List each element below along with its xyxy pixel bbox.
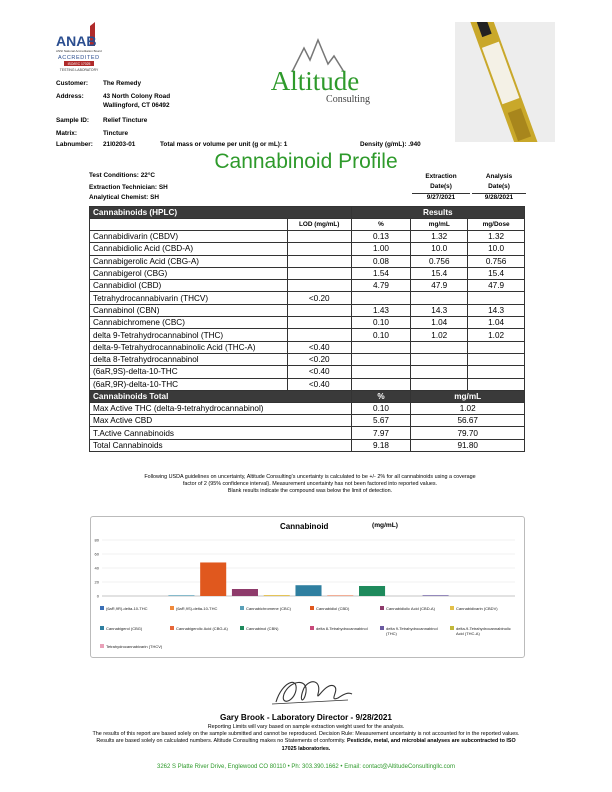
anab-line1: ANSI National Accreditation Board [56, 49, 102, 53]
row-mgdose [468, 378, 525, 390]
legend-label: Cannabidivarin (CBDV) [456, 606, 498, 611]
bar-chart [90, 533, 525, 603]
row-mgdose: 1.02 [468, 329, 525, 341]
legend-label: (6aR,9R)-delta-10-THC [106, 606, 148, 611]
row-mgml: 1.04 [411, 317, 468, 329]
row-name: Cannabigerolic Acid (CBG-A) [90, 255, 288, 267]
legend-item [170, 626, 236, 631]
row-mgml [411, 353, 468, 365]
legend-swatch [310, 606, 314, 610]
legend-swatch [450, 626, 454, 630]
table-row [90, 267, 525, 279]
altitude-consulting-logo [252, 30, 378, 108]
legend-item [450, 606, 516, 611]
row-name: (6aR,9S)-delta-10-THC [90, 366, 288, 378]
analytical-chemist: Analytical Chemist: SH [89, 194, 159, 201]
row-lod: <0.40 [287, 341, 351, 353]
analysis-date-header: Analysis Date(s) [485, 173, 513, 190]
y-tick-label: 40 [94, 565, 99, 571]
legend-label: Cannabichromene (CBC) [246, 606, 291, 611]
legend-item [170, 606, 236, 611]
row-name: Cannabidiolic Acid (CBD-A) [90, 243, 288, 255]
row-name: Tetrahydrocannabivarin (THCV) [90, 292, 288, 304]
totals-header: Cannabinoids Total [90, 390, 352, 402]
header-results: Results [351, 207, 524, 219]
header-cannabinoids: Cannabinoids (HPLC) [90, 207, 352, 219]
row-name: Cannabigerol (CBG) [90, 267, 288, 279]
row-pct: 1.43 [351, 304, 411, 316]
table-row [90, 366, 525, 378]
totals-mgml: 56.67 [411, 415, 525, 427]
table-row [90, 304, 525, 316]
legend-swatch [450, 606, 454, 610]
row-name: delta-9-Tetrahydrocannabinolic Acid (THC-A) [90, 341, 288, 353]
contact-info: 3262 S Platte River Drive, Englewood CO 80110 • Ph: 303.390.1662 • Email: contact@AltitudeConsultingllc.com [156, 764, 455, 770]
table-row [90, 353, 525, 365]
anab-line2: ACCREDITED [58, 55, 100, 61]
row-mgdose: 47.9 [468, 280, 525, 292]
legend-swatch [100, 644, 104, 648]
legend-label: (6aR,9S)-delta-10-THC [176, 606, 218, 611]
customer-row: Customer: The Remedy [56, 80, 142, 87]
table-row [90, 255, 525, 267]
row-mgml [411, 378, 468, 390]
anab-line3: ISO/IEC 17025 [67, 62, 91, 66]
row-lod [287, 255, 351, 267]
sample-row: Sample ID: Relief Tincture [56, 117, 148, 124]
row-name: delta 8-Tetrahydrocannabinol [90, 353, 288, 365]
row-mgdose [468, 292, 525, 304]
legend-item [450, 626, 516, 636]
bar-11 [423, 595, 449, 596]
totals-header-row [90, 390, 525, 402]
chart-legend [100, 606, 520, 656]
bar-5 [232, 589, 258, 596]
row-lod [287, 317, 351, 329]
row-name: Cannabinol (CBN) [90, 304, 288, 316]
table-row [90, 280, 525, 292]
test-conditions: Test Conditions: 22°C [89, 172, 155, 179]
subheader-mgml: mg/mL [411, 219, 468, 231]
matrix-row: Matrix: Tincture [56, 130, 129, 137]
legend-item [100, 606, 166, 611]
totals-row [90, 415, 525, 427]
row-pct: 1.00 [351, 243, 411, 255]
totals-name: Max Active THC (delta-9-tetrahydrocannabinol) [90, 402, 352, 414]
legend-swatch [240, 606, 244, 610]
legend-item [380, 626, 446, 636]
legend-label: Cannabigerol (CBG) [106, 626, 143, 631]
totals-mgml: 79.70 [411, 427, 525, 439]
legend-swatch [240, 626, 244, 630]
row-lod [287, 280, 351, 292]
page-title: Cannabinoid Profile [214, 150, 398, 173]
legend-label: delta-9-Tetrahydrocannabinolic Acid (THC-A) [456, 626, 511, 636]
density-label: Density (g/mL): .940 [360, 141, 421, 148]
cannabinoid-results-table [89, 206, 525, 452]
row-mgml [411, 341, 468, 353]
analysis-date: 9/28/2021 [472, 193, 526, 201]
footer-notes: Reporting Limits will vary based on sample extraction weight used for the analysis. The results of this report are based solely on the sample submitted and cannot be reproduced. Decision Rule: Measurement uncertainty is not accounted for in the reported values. Results are based solely on calculated numbers. Altitude Consulting makes no Statements of conformity. Pesticide, metal, and microbial analyses are subcontracted to ISO 17025 laboratories. [92, 724, 520, 752]
row-mgdose: 1.32 [468, 231, 525, 243]
table-row [90, 231, 525, 243]
row-pct [351, 378, 411, 390]
row-lod: <0.20 [287, 292, 351, 304]
row-mgdose [468, 353, 525, 365]
row-mgml: 14.3 [411, 304, 468, 316]
row-lod [287, 231, 351, 243]
totals-header-pct: % [351, 390, 411, 402]
row-mgml: 47.9 [411, 280, 468, 292]
y-tick-label: 20 [94, 579, 99, 585]
row-pct: 0.13 [351, 231, 411, 243]
row-lod: <0.20 [287, 353, 351, 365]
row-lod [287, 329, 351, 341]
mass-label: Total mass or volume per unit (g or mL): 1 [160, 141, 288, 148]
row-pct [351, 341, 411, 353]
row-pct [351, 353, 411, 365]
legend-label: Cannabinol (CBN) [246, 626, 279, 631]
brand-sub: Consulting [326, 94, 370, 105]
totals-mgml: 1.02 [411, 402, 525, 414]
row-mgml: 0.756 [411, 255, 468, 267]
table-row [90, 292, 525, 304]
legend-label: Cannabidiolic Acid (CBD-A) [386, 606, 435, 611]
table-row [90, 329, 525, 341]
legend-item [240, 626, 306, 631]
y-tick-label: 60 [94, 551, 99, 557]
row-pct: 1.54 [351, 267, 411, 279]
subheader-lod: LOD (mg/mL) [287, 219, 351, 231]
legend-item [100, 644, 166, 649]
address-line2: Wallingford, CT 06492 [103, 102, 170, 109]
legend-item [310, 606, 376, 611]
row-pct: 0.10 [351, 317, 411, 329]
labnumber-row: Labnumber: 21I0203-01 [56, 141, 136, 148]
legend-swatch [170, 606, 174, 610]
row-mgml: 10.0 [411, 243, 468, 255]
y-tick-label: 80 [94, 537, 99, 543]
subheader-mgdose: mg/Dose [468, 219, 525, 231]
row-lod [287, 267, 351, 279]
row-name: Cannabidiol (CBD) [90, 280, 288, 292]
row-pct [351, 366, 411, 378]
totals-pct: 7.97 [351, 427, 411, 439]
director-signature [268, 672, 356, 712]
chart-ylabel: (mg/mL) [372, 522, 399, 529]
row-lod [287, 243, 351, 255]
legend-item [240, 606, 306, 611]
totals-row [90, 439, 525, 451]
row-name: Cannabidivarin (CBDV) [90, 231, 288, 243]
extraction-date-header: Extraction Date(s) [425, 173, 457, 190]
legend-item [100, 626, 166, 631]
totals-pct: 5.67 [351, 415, 411, 427]
table-row [90, 378, 525, 390]
row-pct: 0.10 [351, 329, 411, 341]
row-mgdose: 14.3 [468, 304, 525, 316]
bar-3 [168, 595, 194, 596]
row-mgml [411, 292, 468, 304]
extraction-date: 9/27/2021 [412, 193, 470, 201]
row-pct: 0.08 [351, 255, 411, 267]
table-subheader-row [90, 219, 525, 231]
totals-name: Max Active CBD [90, 415, 352, 427]
row-mgdose: 15.4 [468, 267, 525, 279]
totals-pct: 0.10 [351, 402, 411, 414]
legend-label: Cannabidiol (CBD) [316, 606, 350, 611]
anab-accreditation-logo [52, 18, 118, 76]
legend-swatch [380, 606, 384, 610]
legend-swatch [380, 626, 384, 630]
subheader-pct: % [351, 219, 411, 231]
table-row [90, 243, 525, 255]
row-mgml: 1.32 [411, 231, 468, 243]
row-lod: <0.40 [287, 378, 351, 390]
table-row [90, 341, 525, 353]
row-mgml [411, 366, 468, 378]
row-pct [351, 292, 411, 304]
totals-row [90, 427, 525, 439]
totals-name: Total Cannabinoids [90, 439, 352, 451]
totals-header-mgml: mg/mL [411, 390, 525, 402]
product-photo [455, 22, 555, 142]
bar-7 [295, 585, 321, 596]
extraction-technician: Extraction Technician: SH [89, 184, 168, 191]
bar-4 [200, 562, 226, 596]
row-name: Cannabichromene (CBC) [90, 317, 288, 329]
row-mgml: 1.02 [411, 329, 468, 341]
totals-pct: 9.18 [351, 439, 411, 451]
legend-label: Tetrahydrocannabivarin (THCV) [106, 644, 163, 649]
legend-label: delta 8-Tetrahydrocannabinol [316, 626, 368, 631]
legend-item [380, 606, 446, 611]
bar-9 [359, 586, 385, 596]
uncertainty-notes: Following USDA guidelines on uncertainty, Altitude Consulting's uncertainty is calculated to be +/- 2% for all cannabinoids using a coverage factor of 2 (95% confidence interval). Measurement uncertainty has not been factored into reported values. Blank results indicate the compound was below the limit of detection. [144, 474, 476, 494]
chart-title: Cannabinoid [280, 522, 329, 531]
anab-line4: TESTING LABORATORY [59, 68, 99, 72]
row-name: delta 9-Tetrahydrocannabinol (THC) [90, 329, 288, 341]
anab-name: ANAB [56, 33, 97, 49]
row-lod: <0.40 [287, 366, 351, 378]
legend-swatch [310, 626, 314, 630]
legend-swatch [100, 606, 104, 610]
row-lod [287, 304, 351, 316]
row-mgdose: 1.04 [468, 317, 525, 329]
legend-item [310, 626, 376, 631]
totals-mgml: 91.80 [411, 439, 525, 451]
legend-swatch [100, 626, 104, 630]
address-row: Address: 43 North Colony Road [56, 93, 171, 100]
row-mgdose [468, 366, 525, 378]
table-row [90, 317, 525, 329]
brand-name: Altitude [270, 66, 360, 96]
row-mgdose [468, 341, 525, 353]
director-line: Gary Brook - Laboratory Director - 9/28/2021 [219, 713, 392, 722]
totals-row [90, 402, 525, 414]
row-name: (6aR,9R)-delta-10-THC [90, 378, 288, 390]
row-mgdose: 10.0 [468, 243, 525, 255]
table-header-row [90, 207, 525, 219]
row-mgdose: 0.756 [468, 255, 525, 267]
legend-swatch [170, 626, 174, 630]
y-tick-label: 0 [96, 593, 99, 599]
row-mgml: 15.4 [411, 267, 468, 279]
legend-label: delta 9-Tetrahydrocannabinol (THC) [386, 626, 438, 636]
row-pct: 4.79 [351, 280, 411, 292]
totals-name: T.Active Cannabinoids [90, 427, 352, 439]
bar-6 [264, 595, 290, 596]
legend-label: Cannabigerolic Acid (CBG-A) [176, 626, 228, 631]
subheader-blank [90, 219, 288, 231]
bar-8 [327, 595, 353, 596]
